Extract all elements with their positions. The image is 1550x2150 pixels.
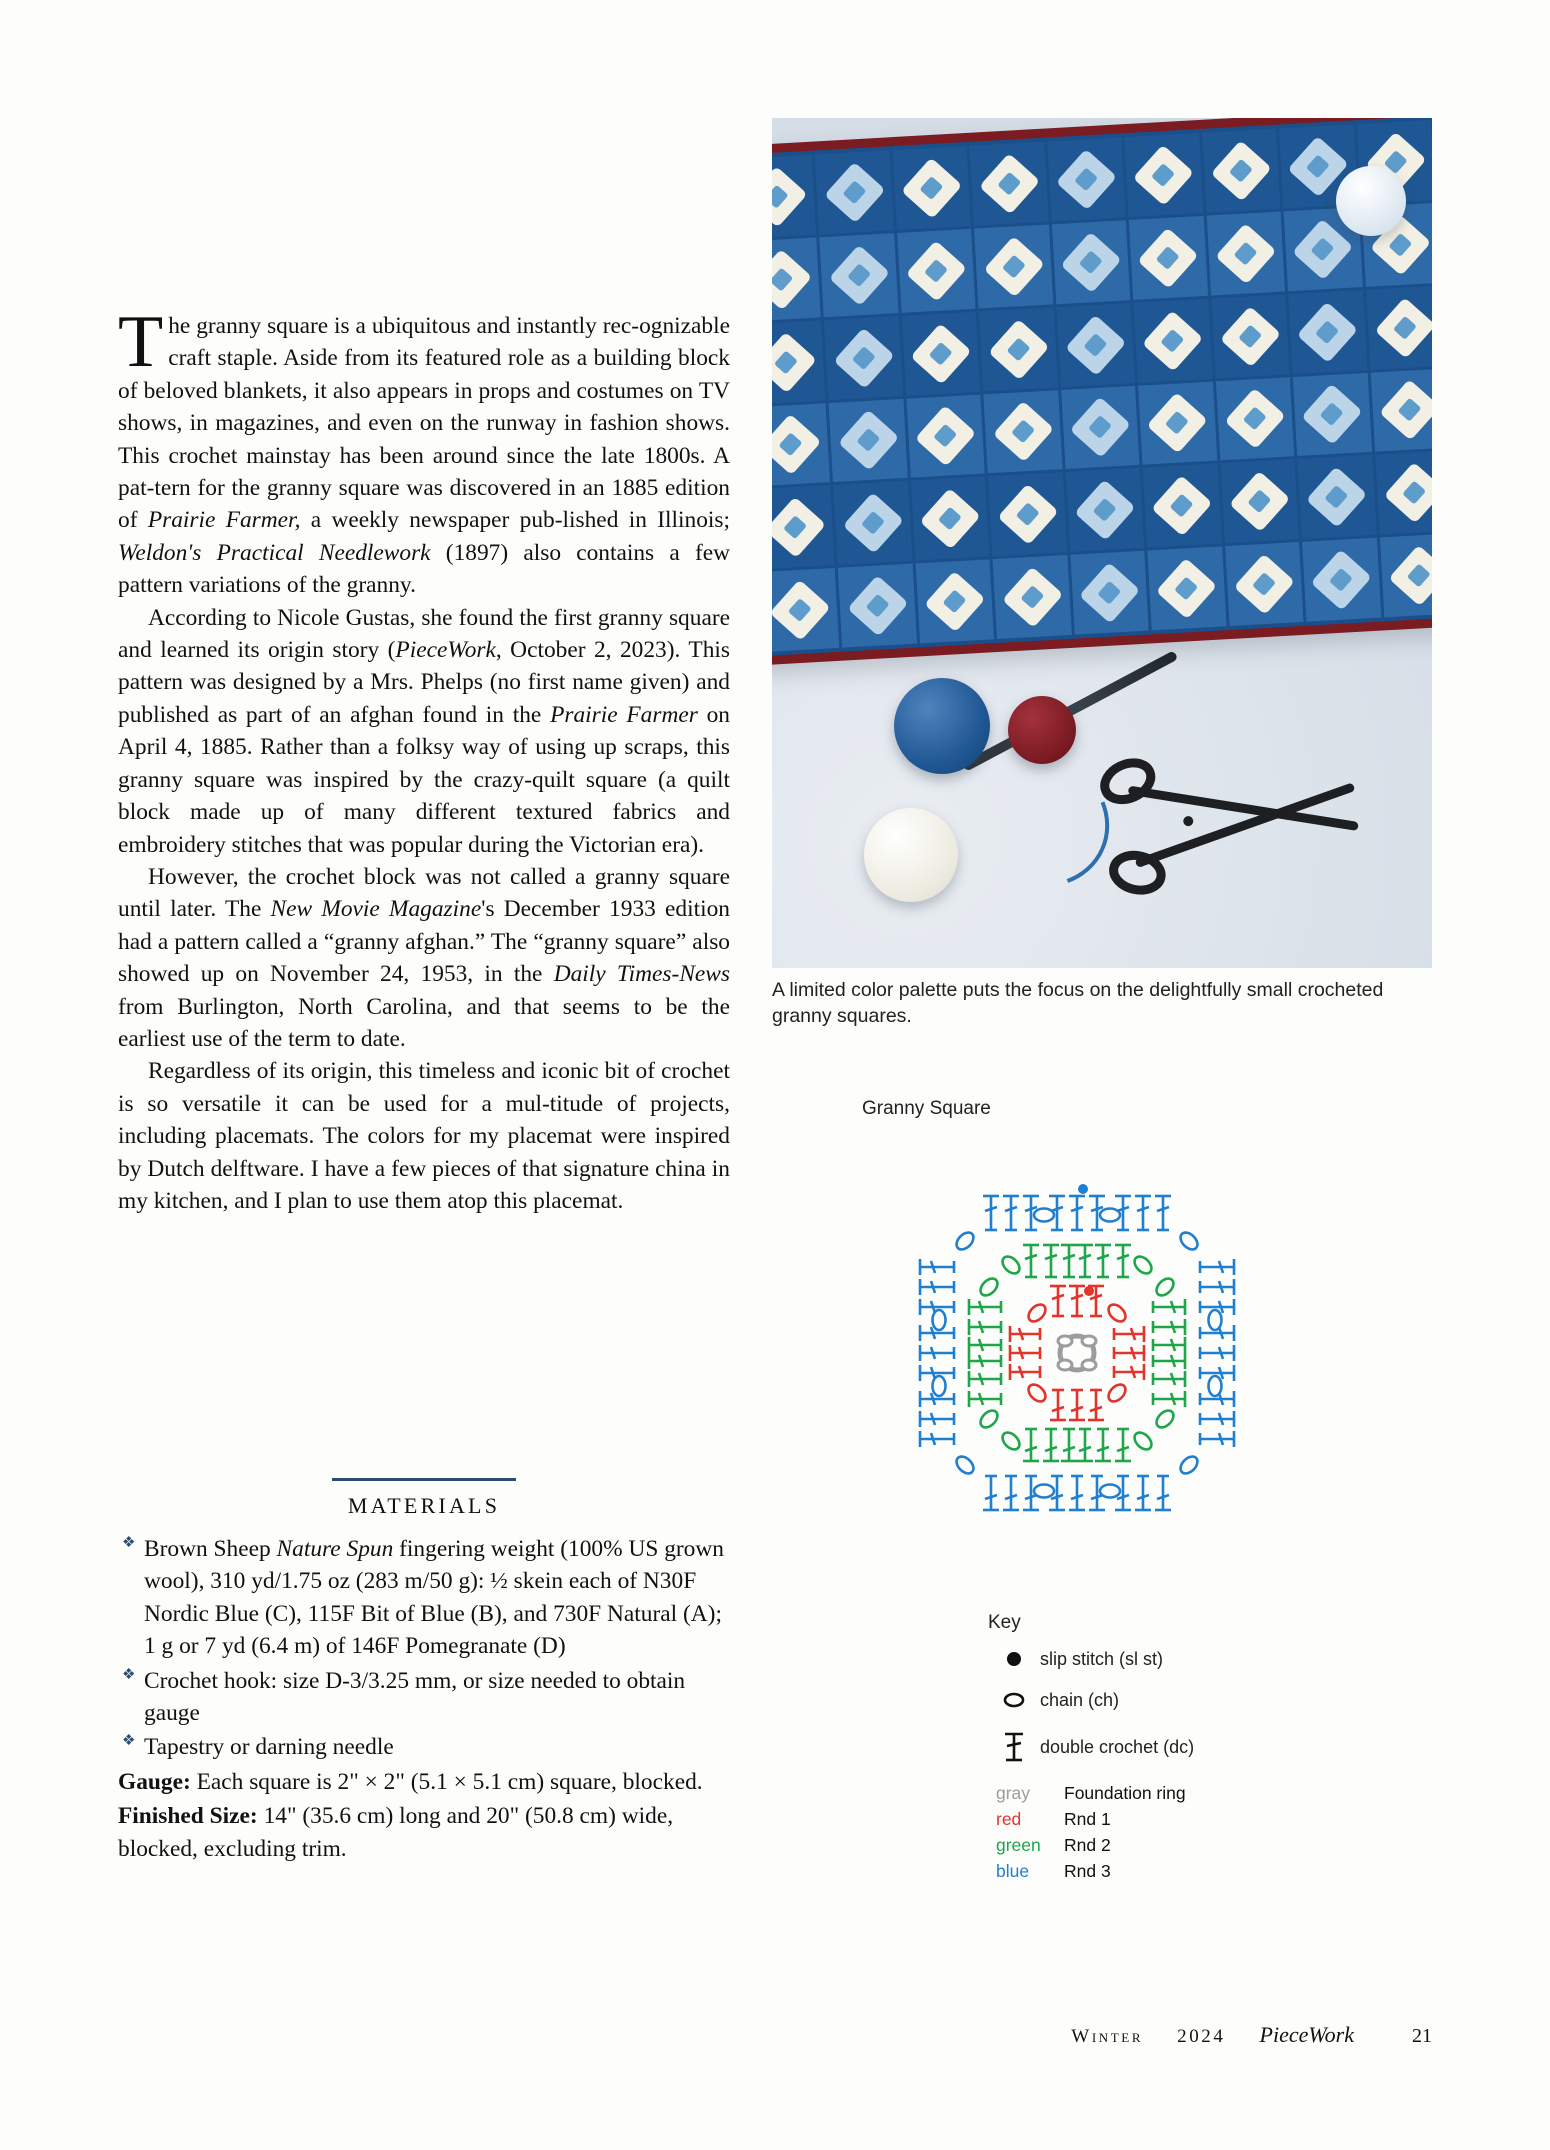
dc-symbol bbox=[1061, 1245, 1077, 1277]
granny-square-cell bbox=[1370, 368, 1432, 452]
dc-symbol bbox=[920, 1299, 954, 1315]
dc-symbol bbox=[920, 1259, 954, 1275]
granny-square-cell bbox=[906, 394, 985, 478]
dc-symbol bbox=[1114, 1326, 1144, 1342]
gauge-label: Gauge: bbox=[118, 1768, 191, 1795]
materials-list bbox=[118, 1533, 730, 1764]
yarn-ball-blue bbox=[894, 678, 990, 774]
chart-diagram bbox=[842, 1118, 1312, 1588]
dc-symbol bbox=[920, 1345, 954, 1361]
finished-size-line bbox=[118, 1800, 730, 1865]
chain-symbol bbox=[999, 1429, 1022, 1452]
dc-symbol bbox=[969, 1299, 1001, 1315]
key-row-double-crochet bbox=[988, 1730, 1318, 1764]
dc-symbol bbox=[1069, 1196, 1085, 1230]
granny-square-grid bbox=[772, 120, 1432, 652]
key-round-label: Rnd 1 bbox=[1064, 1809, 1111, 1829]
chain-symbol bbox=[933, 1310, 946, 1330]
granny-square-cell bbox=[838, 564, 917, 648]
dc-symbol bbox=[1114, 1345, 1144, 1361]
materials-item bbox=[118, 1731, 730, 1763]
dc-symbol bbox=[1200, 1391, 1234, 1407]
dc-symbol bbox=[1153, 1371, 1185, 1387]
key-round-color: red bbox=[996, 1809, 1022, 1829]
dc-symbol bbox=[1061, 1429, 1077, 1461]
dc-symbol bbox=[1023, 1429, 1039, 1461]
chain-symbol bbox=[1153, 1275, 1176, 1298]
granny-square-cell bbox=[772, 403, 830, 487]
chain-symbol bbox=[1153, 1407, 1176, 1430]
chain-symbol bbox=[933, 1376, 946, 1396]
granny-square-cell bbox=[974, 224, 1053, 308]
key-row-chain bbox=[988, 1689, 1318, 1711]
chain-symbol bbox=[1034, 1209, 1054, 1222]
chain-symbol bbox=[953, 1453, 976, 1476]
finished-size-text: 14" (35.6 cm) long and 20" (50.8 cm) wide, blocked, excluding trim. bbox=[118, 1803, 674, 1862]
granny-square-cell bbox=[1143, 464, 1222, 548]
dc-symbol bbox=[1200, 1365, 1234, 1381]
dc-symbol bbox=[1115, 1245, 1131, 1277]
key-row-slip-stitch bbox=[988, 1648, 1318, 1670]
footer-magazine: PieceWork bbox=[1259, 2022, 1354, 2047]
key-round-color: gray bbox=[996, 1783, 1031, 1803]
granny-square-cell bbox=[1366, 285, 1432, 369]
bullet-icon: ❖ bbox=[122, 1535, 136, 1551]
chain-symbol bbox=[1131, 1429, 1154, 1452]
dc-symbol bbox=[1069, 1286, 1085, 1316]
dc-symbol bbox=[1200, 1299, 1234, 1315]
key-rounds bbox=[988, 1783, 1318, 1882]
dc-symbol bbox=[1095, 1245, 1111, 1277]
granny-square-cell bbox=[897, 229, 976, 313]
granny-square-cell bbox=[1134, 298, 1213, 382]
granny-square-cell bbox=[1302, 538, 1381, 622]
dc-symbol bbox=[1153, 1299, 1185, 1315]
dc-symbol bbox=[920, 1411, 954, 1427]
key-round-label: Rnd 3 bbox=[1064, 1861, 1111, 1881]
paragraph-1-text: he granny square is a ubiquitous and instantly rec-ognizable craft staple. Aside from its featured role as a building block of beloved blankets, it also appears in props and costumes on TV shows, in magazines, and even on the runway in fashion shows. This crochet mainstay has been around since the late 1800s. A pat-tern for the granny square was discovered in an 1885 edition of Prairie Farmer, a weekly newspaper pub-lished in Illinois; Weldon's Practical Needlework (1897) also contains a few pattern variations of the granny. bbox=[118, 313, 731, 599]
chain-symbol bbox=[1025, 1381, 1048, 1404]
chain-symbol bbox=[999, 1253, 1022, 1276]
crocheted-placemat bbox=[772, 118, 1432, 666]
key-round-row bbox=[988, 1861, 1318, 1882]
scissors-icon bbox=[1095, 732, 1378, 899]
granny-square-cell bbox=[1138, 381, 1217, 465]
key-label-double-crochet: double crochet (dc) bbox=[1040, 1736, 1195, 1757]
dc-symbol bbox=[969, 1337, 1001, 1353]
dc-symbol bbox=[1023, 1476, 1039, 1510]
granny-square-cell bbox=[829, 398, 908, 482]
dc-symbol bbox=[920, 1365, 954, 1381]
dc-symbol bbox=[1050, 1286, 1066, 1316]
granny-square-cell bbox=[1216, 377, 1295, 461]
granny-square-cell bbox=[820, 233, 899, 317]
granny-square-cell bbox=[1147, 546, 1226, 630]
granny-square-cell bbox=[772, 568, 840, 652]
granny-square-cell bbox=[1052, 220, 1131, 304]
dc-symbol bbox=[1077, 1245, 1093, 1277]
dc-symbol bbox=[1135, 1476, 1151, 1510]
key-round-label: Rnd 2 bbox=[1064, 1835, 1111, 1855]
bullet-icon: ❖ bbox=[122, 1733, 136, 1750]
chain-symbol bbox=[1209, 1310, 1222, 1330]
project-photo bbox=[772, 118, 1432, 968]
dc-symbol bbox=[1114, 1364, 1144, 1380]
dc-symbol bbox=[1155, 1196, 1171, 1230]
granny-square-cell bbox=[1298, 455, 1377, 539]
granny-square-cell bbox=[772, 485, 835, 569]
granny-square-cell bbox=[1288, 290, 1367, 374]
chain-symbol bbox=[1100, 1209, 1120, 1222]
granny-square-cell bbox=[1066, 468, 1145, 552]
chain-symbol bbox=[1209, 1376, 1222, 1396]
drop-cap: T bbox=[118, 301, 164, 383]
dc-symbol bbox=[1135, 1196, 1151, 1230]
slip-stitch-symbol bbox=[1084, 1286, 1094, 1296]
chart-key bbox=[988, 1612, 1318, 1887]
chain-symbol bbox=[1025, 1301, 1048, 1324]
dc-symbol bbox=[1069, 1476, 1085, 1510]
key-round-row bbox=[988, 1835, 1318, 1856]
granny-square-cell bbox=[834, 481, 913, 565]
dc-symbol bbox=[1200, 1431, 1234, 1447]
chain-icon bbox=[988, 1689, 1040, 1711]
dc-symbol bbox=[1043, 1429, 1059, 1461]
granny-square-cell bbox=[1375, 451, 1432, 535]
yarn-ball-white bbox=[864, 808, 958, 902]
photo-caption: A limited color palette puts the focus on the delightfully small crocheted granny squares. bbox=[772, 979, 1384, 1027]
yarn-ball-pale bbox=[1336, 166, 1406, 236]
granny-square-cell bbox=[911, 477, 990, 561]
dc-symbol bbox=[1200, 1325, 1234, 1341]
dc-symbol bbox=[1077, 1429, 1093, 1461]
dc-symbol bbox=[1069, 1390, 1085, 1420]
dc-symbol bbox=[1200, 1259, 1234, 1275]
materials-divider bbox=[332, 1478, 516, 1481]
paragraph-4: Regardless of its origin, this timeless and iconic bit of crochet is so versatile it can be used for a mul-titude of projects, including placemats. The colors for my placemat were inspired by Dutch delftware. I have a few pieces of that signature china in my kitchen, and I plan to use them atop this placemat. bbox=[118, 1058, 730, 1214]
granny-square-cell bbox=[772, 320, 826, 404]
dc-symbol bbox=[1010, 1345, 1040, 1361]
granny-square-cell bbox=[824, 316, 903, 400]
key-round-color: green bbox=[996, 1835, 1041, 1855]
chain-symbol bbox=[977, 1275, 1000, 1298]
dc-symbol bbox=[920, 1431, 954, 1447]
granny-square-cell bbox=[984, 390, 1063, 474]
dc-symbol bbox=[969, 1353, 1001, 1369]
granny-square-cell bbox=[1225, 542, 1304, 626]
dc-symbol bbox=[1153, 1319, 1185, 1335]
dc-symbol bbox=[1153, 1337, 1185, 1353]
granny-square-cell bbox=[902, 311, 981, 395]
chain-symbol bbox=[1105, 1381, 1128, 1404]
chart-title: Granny Square bbox=[862, 1098, 991, 1119]
granny-square-cell bbox=[1206, 211, 1285, 295]
dc-symbol bbox=[1010, 1364, 1040, 1380]
materials-item bbox=[118, 1665, 730, 1730]
paragraph-2: According to Nicole Gustas, she found the first granny square and learned its origin story (PieceWork, October 2, 2023). This pattern was designed by a Mrs. Phelps (no first name given) and published as part of an afghan found in the Prairie Farmer on April 4, 1885. Rather than a folksy way of using up scraps, this granny square was inspired by the crazy-quilt square (a quilt block made up of many different textured fabrics and embroidery stitches that was popular during the Victorian era). bbox=[118, 604, 730, 858]
dc-symbol bbox=[1023, 1245, 1039, 1277]
key-round-color: blue bbox=[996, 1861, 1030, 1881]
granny-square-cell bbox=[1047, 137, 1126, 221]
gauge-text: Each square is 2" × 2" (5.1 × 5.1 cm) square, blocked. bbox=[190, 1768, 703, 1795]
dc-symbol bbox=[983, 1476, 999, 1510]
granny-square-cell bbox=[892, 146, 971, 230]
gauge-line bbox=[118, 1766, 730, 1798]
dc-symbol bbox=[1003, 1196, 1019, 1230]
granny-square-cell bbox=[1061, 385, 1140, 469]
granny-square-cell bbox=[979, 307, 1058, 391]
dc-symbol bbox=[1115, 1196, 1131, 1230]
dc-symbol bbox=[920, 1279, 954, 1295]
dc-symbol bbox=[1088, 1390, 1104, 1420]
granny-square-cell bbox=[1056, 303, 1135, 387]
dc-symbol bbox=[1043, 1245, 1059, 1277]
chain-symbol bbox=[1105, 1301, 1128, 1324]
key-label-chain: chain (ch) bbox=[1040, 1689, 1120, 1710]
dc-symbol bbox=[1010, 1326, 1040, 1342]
granny-square-cell bbox=[988, 472, 1067, 556]
granny-square-cell bbox=[815, 150, 894, 234]
chain-symbol bbox=[1100, 1485, 1120, 1498]
chain-symbol bbox=[1177, 1229, 1200, 1252]
chain-symbol bbox=[977, 1407, 1000, 1430]
dc-symbol bbox=[1089, 1476, 1105, 1510]
yarn-ball-red bbox=[1008, 696, 1076, 764]
dc-symbol bbox=[1049, 1196, 1065, 1230]
chain-symbol bbox=[1131, 1253, 1154, 1276]
page-number: 21 bbox=[1412, 2025, 1432, 2047]
granny-square-cell bbox=[1124, 133, 1203, 217]
key-round-label: Foundation ring bbox=[1064, 1783, 1186, 1803]
materials-section bbox=[118, 1478, 730, 1865]
finished-size-label: Finished Size: bbox=[118, 1803, 258, 1830]
granny-square-cell bbox=[1129, 216, 1208, 300]
dc-symbol bbox=[983, 1196, 999, 1230]
dc-symbol bbox=[1200, 1345, 1234, 1361]
materials-item-text: Tapestry or darning needle bbox=[144, 1734, 394, 1761]
key-title: Key bbox=[988, 1612, 1021, 1633]
dc-symbol bbox=[1115, 1429, 1131, 1461]
bullet-icon: ❖ bbox=[122, 1666, 136, 1683]
granny-square-cell bbox=[1211, 294, 1290, 378]
granny-square-cell bbox=[1293, 372, 1372, 456]
dc-symbol bbox=[969, 1391, 1001, 1407]
footer-season: Winter bbox=[1071, 2026, 1144, 2047]
paragraph-3: However, the crochet block was not called a granny square until later. The New Movie Magazine's December 1933 edition had a pattern called a “granny afghan.” The “granny square” also showed up on November 24, 1953, in the Daily Times-News from Burlington, North Carolina, and that seems to be the earliest use of the term to date. bbox=[118, 863, 730, 1052]
dc-symbol bbox=[1050, 1390, 1066, 1420]
chain-symbol bbox=[1034, 1485, 1054, 1498]
granny-square-chart bbox=[842, 1118, 1312, 1588]
key-round-row bbox=[988, 1809, 1318, 1830]
dc-symbol bbox=[1003, 1476, 1019, 1510]
chain-symbol bbox=[1177, 1453, 1200, 1476]
materials-item-text: Brown Sheep Nature Spun fingering weight (100% US grown wool), 310 yd/1.75 oz (283 m/50 g): ½ skein each of N30F Nordic Blue (C), 115F Bit of Blue (B), and 730F Natural (A); 1 g or 7 yd (6.4 m) of 146F Pomegranate (D) bbox=[144, 1536, 724, 1660]
dc-symbol bbox=[1153, 1353, 1185, 1369]
article-column bbox=[118, 301, 731, 1217]
granny-square-cell bbox=[772, 155, 817, 239]
key-label-slip-stitch: slip stitch (sl st) bbox=[1040, 1648, 1164, 1669]
dc-symbol bbox=[1095, 1429, 1111, 1461]
granny-square-cell bbox=[993, 555, 1072, 639]
granny-square-cell bbox=[1070, 551, 1149, 635]
materials-item-text: Crochet hook: size D-3/3.25 mm, or size needed to obtain gauge bbox=[144, 1667, 686, 1727]
granny-square-cell bbox=[916, 559, 995, 643]
granny-square-cell bbox=[1202, 129, 1281, 213]
dc-symbol bbox=[920, 1391, 954, 1407]
dc-symbol bbox=[1153, 1391, 1185, 1407]
granny-square-cell bbox=[772, 237, 821, 321]
dc-symbol bbox=[1155, 1476, 1171, 1510]
dc-symbol bbox=[969, 1371, 1001, 1387]
page-footer bbox=[0, 2022, 1550, 2052]
dc-symbol bbox=[969, 1319, 1001, 1335]
dc-symbol bbox=[1049, 1476, 1065, 1510]
granny-square-cell bbox=[1379, 534, 1432, 618]
footer-year: 2024 bbox=[1177, 2026, 1226, 2047]
dc-symbol bbox=[920, 1325, 954, 1341]
dc-symbol bbox=[1089, 1196, 1105, 1230]
chain-symbol bbox=[953, 1229, 976, 1252]
granny-square-cell bbox=[1220, 459, 1299, 543]
materials-title: MATERIALS bbox=[347, 1493, 501, 1518]
double-crochet-icon bbox=[988, 1730, 1040, 1764]
slip-stitch-icon bbox=[988, 1648, 1040, 1670]
article-body bbox=[118, 301, 731, 1217]
granny-square-cell bbox=[970, 142, 1049, 226]
dc-symbol bbox=[1200, 1411, 1234, 1427]
dc-symbol bbox=[1023, 1196, 1039, 1230]
materials-item bbox=[118, 1533, 730, 1663]
paragraph-1 bbox=[118, 301, 731, 602]
slip-stitch-symbol bbox=[1078, 1184, 1088, 1194]
key-round-row bbox=[988, 1783, 1318, 1804]
dc-symbol bbox=[1115, 1476, 1131, 1510]
dc-symbol bbox=[1200, 1279, 1234, 1295]
